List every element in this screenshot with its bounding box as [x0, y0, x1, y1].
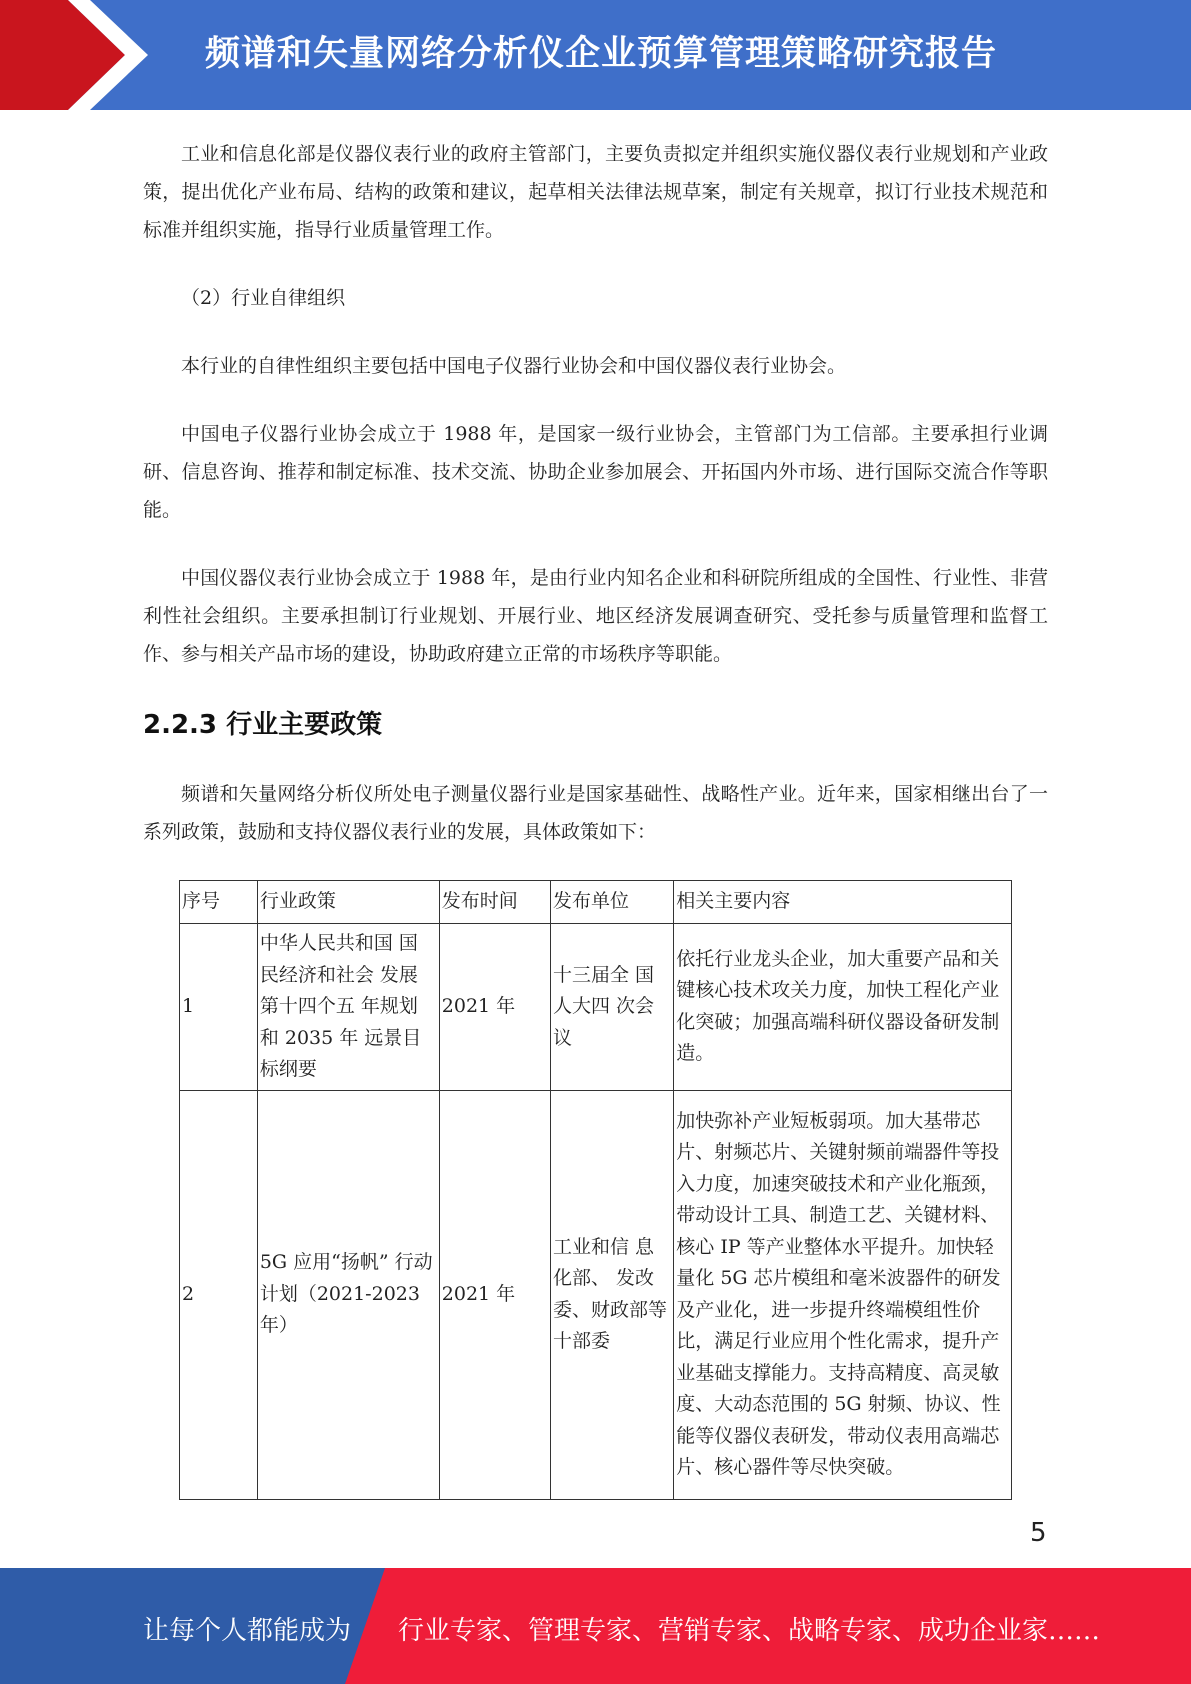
paragraph-associations: 本行业的自律性组织主要包括中国电子仪器行业协会和中国仪器仪表行业协会。: [181, 355, 847, 377]
section-heading: 2.2.3 行业主要政策: [143, 710, 383, 740]
page-footer: [0, 1568, 1191, 1684]
cell-time: 2021 年: [439, 1090, 550, 1499]
cell-unit: 十三届全 国人大四 次会议: [550, 924, 673, 1091]
page-number: 5: [1030, 1518, 1047, 1548]
paragraph-policy-intro: 频谱和矢量网络分析仪所处电子测量仪器行业是国家基础性、战略性产业。近年来，国家相继出台了一系列政策，鼓励和支持仪器仪表行业的发展，具体政策如下：: [143, 783, 1048, 843]
main-content: [143, 135, 1048, 851]
paragraph-miit: 工业和信息化部是仪器仪表行业的政府主管部门，主要负责拟定并组织实施仪器仪表行业规划和产业政策，提出优化产业布局、结构的政策和建议，起草相关法律法规草案，制定有关规章，拟订行业技术规范和标准并组织实施，指导行业质量管理工作。: [143, 143, 1048, 241]
cell-content: 依托行业龙头企业，加大重要产品和关键核心技术攻关力度，加快工程化产业化突破；加强高端科研仪器设备研发制造。: [674, 924, 1012, 1091]
policy-table: [179, 880, 1012, 1500]
cell-policy: 5G 应用“扬帆” 行动计划（2021-2023 年）: [257, 1090, 439, 1499]
paragraph-instrument-association: 中国仪器仪表行业协会成立于 1988 年，是由行业内知名企业和科研院所组成的全国性、行业性、非营利性社会组织。主要承担制订行业规划、开展行业、地区经济发展调查研究、受托参与质量管理和监督工作、参与相关产品市场的建设，协助政府建立正常的市场秩序等职能。: [143, 567, 1048, 665]
header-cell-no: 序号: [180, 881, 258, 924]
table-header-row: [180, 881, 1012, 924]
table-row: [180, 1090, 1012, 1499]
cell-policy: 中华人民共和国 国民经济和社会 发展第十四个五 年规划和 2035 年 远景目标纲要: [257, 924, 439, 1091]
subheading-self-regulatory: （2）行业自律组织: [181, 287, 346, 309]
table-row: [180, 924, 1012, 1091]
cell-content: 加快弥补产业短板弱项。加大基带芯片、射频芯片、关键射频前端器件等投入力度，加速突破技术和产业化瓶颈，带动设计工具、制造工艺、关键材料、核心 IP 等产业整体水平提升。加快轻量化 5G 芯片模组和毫米波器件的研发及产业化，进一步提升终端模组性价比，满足行业应用个性化需求，提升产业基础支撑能力。支持高精度、高灵敏度、大动态范围的 5G 射频、协议、性能等仪器仪表研发，带动仪表用高端芯片、核心器件等尽快突破。: [674, 1090, 1012, 1499]
header-cell-unit: 发布单位: [550, 881, 673, 924]
cell-time: 2021 年: [439, 924, 550, 1091]
cell-unit: 工业和信 息化部、 发改委、财政部等 十部委: [550, 1090, 673, 1499]
report-title: 频谱和矢量网络分析仪企业预算管理策略研究报告: [205, 34, 998, 74]
page-header: [0, 0, 1191, 110]
footer-slogan-right: 行业专家、管理专家、营销专家、战略专家、成功企业家……: [398, 1616, 1101, 1646]
header-cell-policy: 行业政策: [257, 881, 439, 924]
cell-no: 2: [180, 1090, 258, 1499]
header-cell-content: 相关主要内容: [674, 881, 1012, 924]
footer-slogan-left: 让每个人都能成为: [143, 1616, 352, 1646]
paragraph-electronic-association: 中国电子仪器行业协会成立于 1988 年，是国家一级行业协会，主管部门为工信部。主要承担行业调研、信息咨询、推荐和制定标准、技术交流、协助企业参加展会、开拓国内外市场、进行国际交流合作等职能。: [143, 423, 1048, 521]
header-cell-time: 发布时间: [439, 881, 550, 924]
cell-no: 1: [180, 924, 258, 1091]
